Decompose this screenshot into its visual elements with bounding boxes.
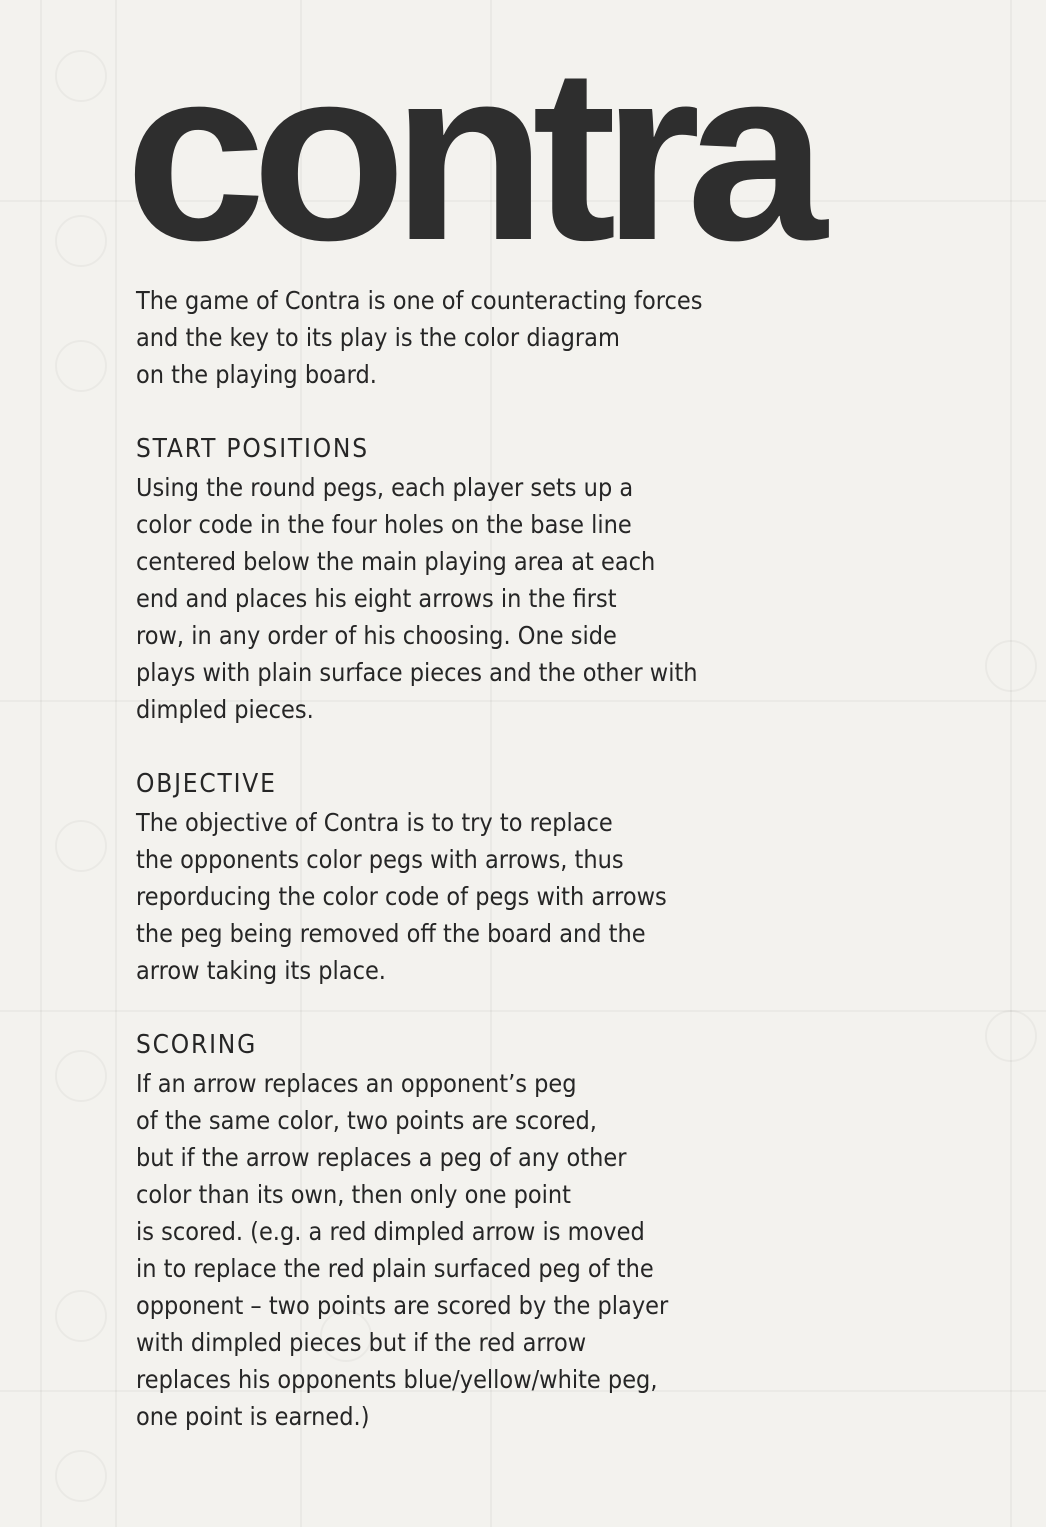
text-line: and the key to its play is the color diagram <box>136 323 620 352</box>
text-line: Using the round pegs, each player sets up a <box>136 473 634 502</box>
bleed-line <box>1010 0 1012 1527</box>
section-paragraph <box>136 804 836 989</box>
bleed-line <box>115 0 117 1527</box>
bleed-circle <box>985 640 1037 692</box>
text-line: but if the arrow replaces a peg of any other <box>136 1143 627 1172</box>
text-line: opponent – two points are scored by the player <box>136 1291 669 1320</box>
bleed-circle <box>55 215 107 267</box>
game-title: contra <box>125 17 813 292</box>
intro-paragraph <box>136 282 836 393</box>
bleed-circle <box>55 1290 107 1342</box>
bleed-circle <box>985 1010 1037 1062</box>
section-objective <box>136 764 836 989</box>
text-line: centered below the main playing area at each <box>136 547 656 576</box>
text-line: one point is earned.) <box>136 1402 370 1431</box>
section-start-positions <box>136 429 836 728</box>
bleed-circle <box>55 340 107 392</box>
text-line: of the same color, two points are scored, <box>136 1106 597 1135</box>
section-paragraph <box>136 469 836 728</box>
bleed-circle <box>55 1050 107 1102</box>
text-line: the peg being removed off the board and the <box>136 919 646 948</box>
bleed-circle <box>55 820 107 872</box>
text-line: reporducing the color code of pegs with arrows <box>136 882 667 911</box>
text-line: row, in any order of his choosing. One side <box>136 621 617 650</box>
text-line: is scored. (e.g. a red dimpled arrow is moved <box>136 1217 645 1246</box>
section-heading: SCORING <box>136 1030 258 1060</box>
text-line: the opponents color pegs with arrows, thus <box>136 845 624 874</box>
section-paragraph <box>136 1065 836 1435</box>
text-line: in to replace the red plain surfaced peg of the <box>136 1254 654 1283</box>
text-line: end and places his eight arrows in the first <box>136 584 617 613</box>
text-line: plays with plain surface pieces and the other with <box>136 658 698 687</box>
bleed-circle <box>55 50 107 102</box>
rules-text <box>136 282 836 1435</box>
text-line: The game of Contra is one of counteracting forces <box>136 286 703 315</box>
text-line: arrow taking its place. <box>136 956 386 985</box>
bleed-circle <box>55 1450 107 1502</box>
text-line: If an arrow replaces an opponent’s peg <box>136 1069 577 1098</box>
text-line: color than its own, then only one point <box>136 1180 572 1209</box>
text-line: on the playing board. <box>136 360 377 389</box>
text-line: The objective of Contra is to try to replace <box>136 808 613 837</box>
section-heading: OBJECTIVE <box>136 769 277 799</box>
section-scoring <box>136 1025 836 1435</box>
text-line: with dimpled pieces but if the red arrow <box>136 1328 587 1357</box>
text-line: replaces his opponents blue/yellow/white peg, <box>136 1365 658 1394</box>
text-line: color code in the four holes on the base line <box>136 510 632 539</box>
section-heading: START POSITIONS <box>136 434 369 464</box>
bleed-line <box>40 0 42 1527</box>
text-line: dimpled pieces. <box>136 695 314 724</box>
